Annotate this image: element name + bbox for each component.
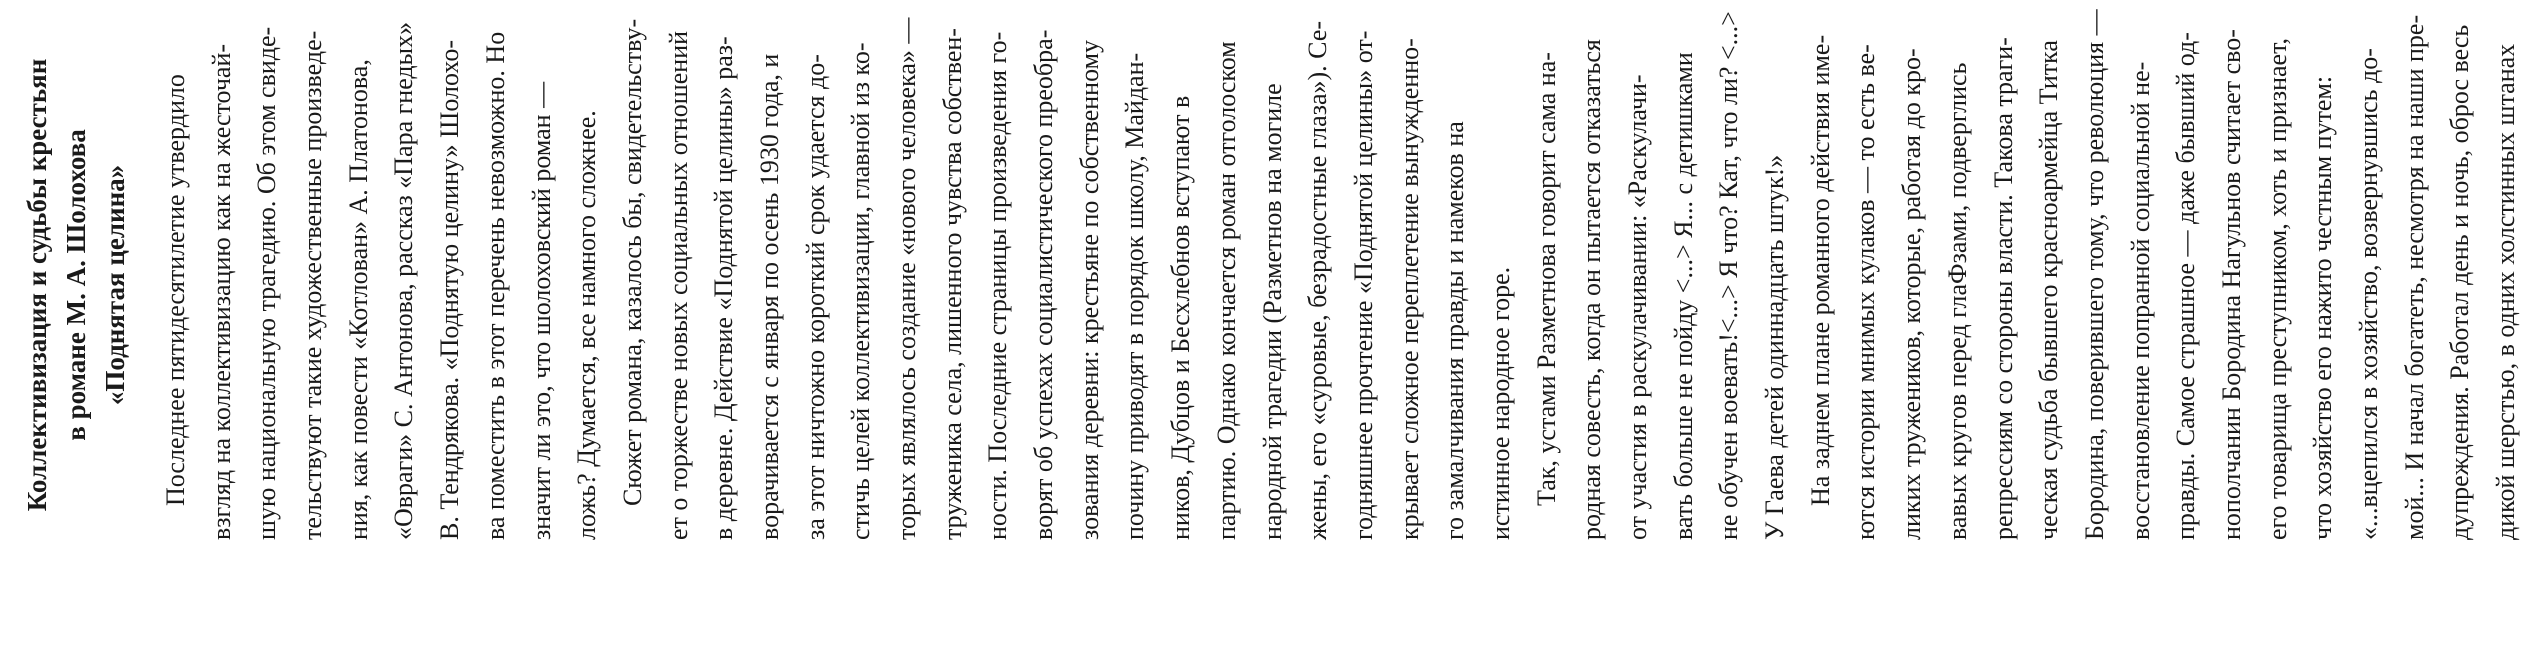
text-line: нополчанин Бородина Нагульнов считает сво- [2216,29,2246,540]
text-line: мой... И начал богатеть, несмотря на наши пре- [2399,14,2429,540]
text-line: родная совесть, когда он пытается отказаться [1577,39,1607,540]
text-line: взгляд на коллективизацию как на жесточай- [206,43,236,540]
text-line: стичь целей коллективизации, главной из ко- [846,42,876,540]
text-line: восстановление попранной социальной не- [2125,61,2155,540]
text-line: Так, устами Разметнова говорит сама на- [1531,52,1561,506]
text-line: жены, его «суровые, безрадостные глаза»). Се- [1303,20,1333,540]
text-line: ников, Дубцов и Бесхлебнов вступают в [1166,95,1196,540]
text-line: ворачивается с января по осень 1930 года, и [754,53,784,540]
text-line: Бородина, поверившего тому, что революция — [2079,9,2109,540]
text-line: труженика села, лишенного чувства собствен- [937,28,967,540]
article-heading [18,30,135,540]
text-line: народной трагедии (Разметнов на могиле [1257,83,1287,540]
text-line: правды. Самое страшное — даже бывший од- [2171,32,2201,540]
text-line: тельствуют такие художественные произведе- [298,30,328,540]
heading-line-1: Коллективизация и судьбы крестьян [22,58,52,512]
text-line: зования деревни: крестьяне по собственному [1074,39,1104,540]
text-line: в деревне. Действие «Поднятой целины» раз- [709,36,739,540]
heading-line-2: в романе М. А. Шолохова [61,129,91,441]
text-line: ются истории мнимых кулаков — то есть ве- [1851,44,1881,540]
text-line: ликих тружеников, которые, работая до кро- [1897,48,1927,540]
text-line: истинное народное горе. [1485,266,1515,540]
text-line: дикой шерстью, в одних холстинных штанах [2491,43,2521,540]
text-line: за этот ничтожно короткий срок удается до- [800,54,830,540]
text-line: крывает сложное переплетение вынужденно- [1394,38,1424,540]
text-line: вать больше не пойду <...> Я... с детишками [1668,52,1698,540]
text-line: не обучен воевать!<...> Я что? Кат, что ли? <...> [1714,11,1744,540]
text-line: «Овраги» С. Антонова, рассказ «Пара гнедых» [389,21,419,540]
text-line: ет о торжестве новых социальных отношений [663,30,693,540]
text-line: ворят об успехах социалистического преобра- [1029,29,1059,540]
text-line: что хозяйство его нажито честным путем: [2308,75,2338,540]
text-line: его товарища преступником, хоть и признает, [2262,38,2292,540]
text-line: го замалчивания правды и намеков на [1440,121,1470,540]
text-line: годняшнее прочтение «Поднятой целины» от- [1348,30,1378,540]
text-line: репрессиям со стороны власти. Такова траги- [1988,37,2018,540]
text-line: На заднем плане романного действия име- [1805,34,1835,506]
text-line: ности. Последние страницы произведения го- [983,31,1013,540]
text-line: вавых кругов перед глаФзами, подверглись [1942,62,1972,540]
text-line: У Гаева детей одиннадцать штук!» [1760,154,1790,540]
heading-line-3: «Поднятая целина» [100,164,130,406]
text-line: ложь? Думается, все намного сложнее. [572,110,602,540]
article-body [153,9,2529,540]
text-line: ческая судьба бывшего красноармейца Титка [2034,40,2064,540]
text-line: «...вцепился в хозяйство, возвернувшись до- [2354,48,2383,540]
text-line: В. Тендрякова. «Поднятую целину» Шолохо- [435,39,465,540]
text-line: торых являлось создание «нового человека» — [892,17,921,540]
text-line: партию. Однако кончается роман отголоском [1211,41,1241,540]
text-line: ва поместить в этот перечень невозможно. Но [480,31,510,540]
text-line: ния, как повести «Котлован» А. Платонова, [343,59,373,540]
text-line: Сюжет романа, казалось бы, свидетельству- [617,18,647,506]
text-line: Последнее пятидесятилетие утвердило [161,74,190,506]
text-line: от участия в раскулачивании: «Раскулачи- [1623,74,1652,540]
text-line: почину приводят в порядок школу, Майдан- [1120,52,1150,540]
text-line: шую национальную трагедию. Об этом свиде- [252,26,282,540]
text-line: значит ли это, что шолоховский роман — [526,81,556,540]
text-line: дупреждения. Работал день и ночь, оброс весь [2445,24,2475,540]
